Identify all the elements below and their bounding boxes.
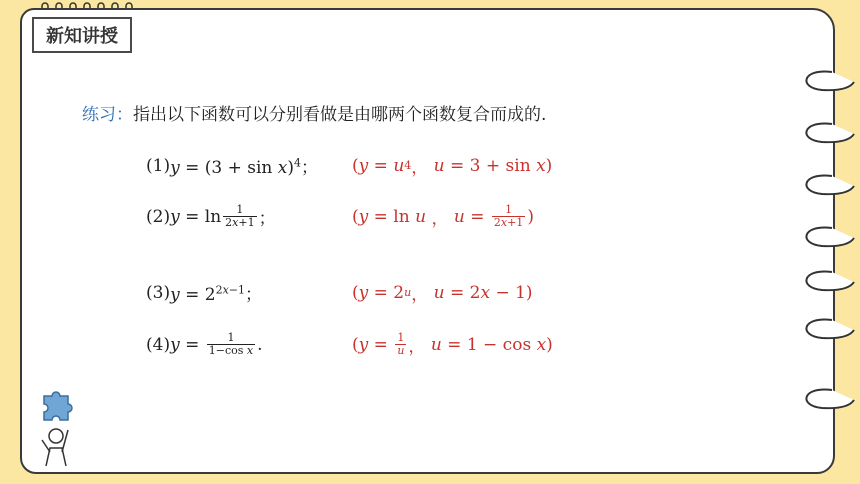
problem-4-label: (4) xyxy=(146,334,171,355)
exercise-intro xyxy=(82,100,546,125)
problem-3-label: (3) xyxy=(146,282,171,303)
problem-3-formula: $y = 2^{2x-1}$； xyxy=(170,283,263,305)
problem-4-formula: y = $\frac{1}{\text{1−cos x}}$ . xyxy=(170,331,263,358)
problem-1 xyxy=(146,153,318,178)
problem-2-formula: y = ln $\frac{1}{2x+1}$ ； xyxy=(170,203,276,230)
slide-page xyxy=(20,8,835,474)
exercise-instruction: 指出以下函数可以分别看做是由哪两个函数复合而成的. xyxy=(133,105,547,125)
puzzle-mascot-icon xyxy=(34,390,82,470)
problem-1-formula: $y = (3 + \sin x)^4$； xyxy=(170,156,319,178)
ring-binder-icon xyxy=(792,60,860,420)
problem-2 xyxy=(146,204,276,229)
exercise-lead: 练习： xyxy=(82,105,133,125)
answer-4: ( y = $\frac{1}{u}$ ， u = 1 − cos x ) xyxy=(352,331,553,358)
answer-1: ( y = u 4 ， u = 3 + sin x ) xyxy=(352,155,553,178)
answer-3: ( y = 2 u ， u = 2 x − 1) xyxy=(352,282,533,305)
problem-1-label: (1) xyxy=(146,155,171,176)
problem-3 xyxy=(146,280,262,305)
problem-4 xyxy=(146,332,263,357)
problem-2-label: (2) xyxy=(146,206,171,227)
section-tag: 新知讲授 xyxy=(32,17,132,53)
answer-2: ( y = ln u ， u = $\frac{1}{2x+1}$ ) xyxy=(352,203,534,230)
